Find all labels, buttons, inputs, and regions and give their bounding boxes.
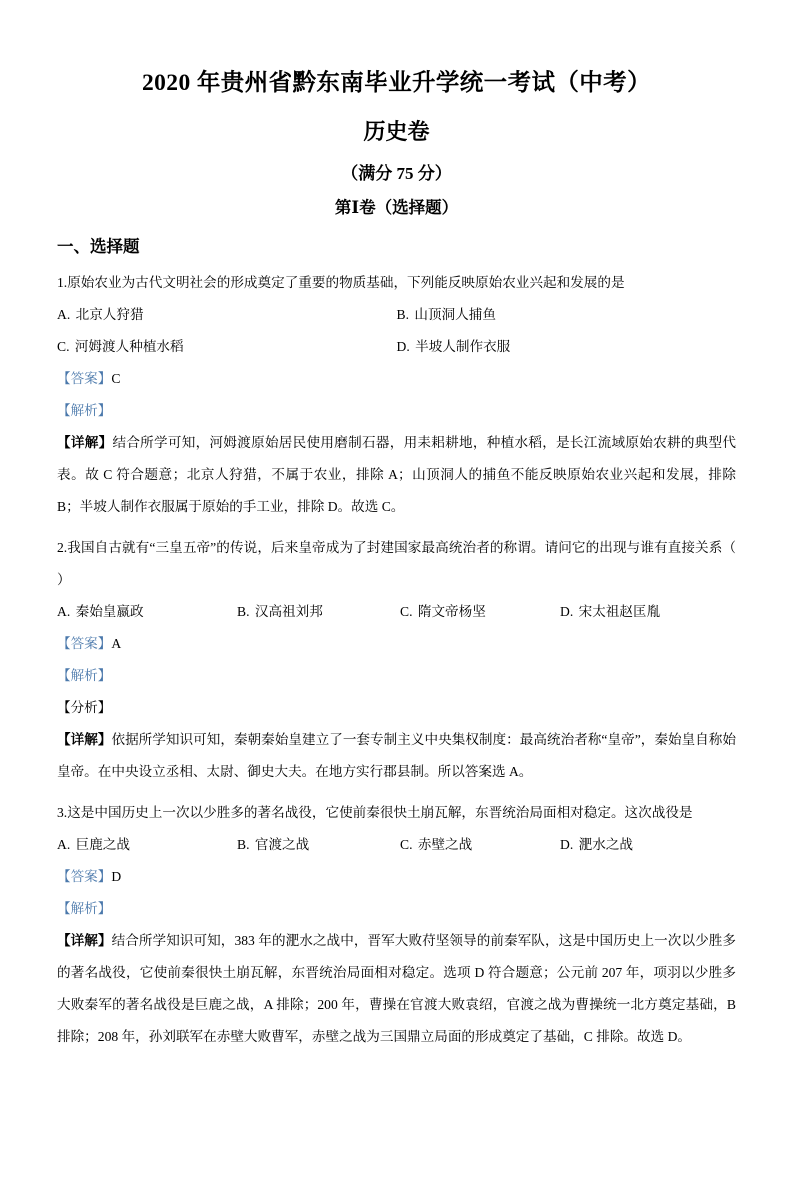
question-options <box>57 596 736 628</box>
option-text: 淝水之战 <box>578 836 633 852</box>
question-block-2 <box>57 532 736 788</box>
option-letter: B. <box>237 603 250 619</box>
section-heading: 一、选择题 <box>57 236 140 256</box>
option-text: 赤壁之战 <box>417 836 473 852</box>
option-b[interactable] <box>397 299 737 331</box>
answer-tag: 【答案】 <box>57 635 112 651</box>
option-letter: A. <box>57 306 71 322</box>
option-c[interactable] <box>400 829 560 861</box>
option-d[interactable] <box>397 331 737 363</box>
total-score-note: （满分 75 分） <box>341 164 452 184</box>
answer-line <box>57 628 736 660</box>
subject-title: 历史卷 <box>363 118 430 144</box>
detail-text: 结合所学可知，河姆渡原始居民使用磨制石器，用耒耜耕地，种植水稻，是长江流域原始农耕的典型代表。故 C 符合题意；北京人狩猎，不属于农业，排除 A；山顶洞人的捕鱼不能反映原始农业兴起和发展，排除 B；半坡人制作衣服属于原始的手工业，排除 D。故选 C。 <box>57 434 736 514</box>
option-b[interactable] <box>237 829 400 861</box>
answer-value: C <box>111 370 121 386</box>
detail-paragraph <box>57 724 736 788</box>
option-c[interactable] <box>400 596 560 628</box>
question-block-3 <box>57 797 736 1053</box>
option-letter: D. <box>396 338 410 354</box>
option-letter: A. <box>57 836 71 852</box>
option-text: 巨鹿之战 <box>75 836 130 852</box>
analysis-line <box>57 893 736 925</box>
detail-text: 结合所学知识可知，383 年的淝水之战中，晋军大败苻坚领导的前秦军队，这是中国历史上一次以少胜多的著名战役，它使前秦很快土崩瓦解，东晋统治局面相对稳定。选项 D 符合题意；公元前 207 年，项羽以少胜多大败秦军的著名战役是巨鹿之战，A 排除；200 年，曹操在官渡大败袁绍，官渡之战为曹操统一北方奠定基础，B 排除；208 年，孙刘联军在赤壁大败曹军，赤壁之战为三国鼎立局面的形成奠定了基础，C 排除。故选 D。 <box>57 932 736 1044</box>
answer-tag: 【答案】 <box>57 868 112 884</box>
option-letter: B. <box>396 306 409 322</box>
analysis-line <box>57 660 736 692</box>
detail-paragraph <box>57 427 736 523</box>
option-text: 北京人狩猎 <box>75 306 144 322</box>
answer-tag: 【答案】 <box>57 370 112 386</box>
answer-value: A <box>111 635 122 651</box>
question-stem: 1.原始农业为古代文明社会的形成奠定了重要的物质基础，下列能反映原始农业兴起和发展的是 <box>57 274 625 290</box>
option-text: 秦始皇嬴政 <box>75 603 144 619</box>
detail-paragraph <box>57 925 736 1053</box>
option-b[interactable] <box>237 596 400 628</box>
detail-tag: 【详解】 <box>57 731 112 747</box>
detail-text: 依据所学知识可知，秦朝秦始皇建立了一套专制主义中央集权制度：最高统治者称“皇帝”，秦始皇自称始皇帝。在中央设立丞相、太尉、御史大夫。在地方实行郡县制。所以答案选 A。 <box>57 731 736 779</box>
option-a[interactable] <box>57 299 397 331</box>
option-letter: C. <box>400 603 413 619</box>
option-letter: A. <box>57 603 71 619</box>
page-title: 2020 年贵州省黔东南毕业升学统一考试（中考） <box>142 70 651 96</box>
answer-value: D <box>111 868 122 884</box>
question-options <box>57 299 736 363</box>
option-text: 官渡之战 <box>254 836 310 852</box>
answer-line <box>57 861 736 893</box>
option-text: 汉高祖刘邦 <box>254 603 323 619</box>
option-text: 隋文帝杨坚 <box>417 603 486 619</box>
question-stem: 3.这是中国历史上一次以少胜多的著名战役，它使前秦很快土崩瓦解，东晋统治局面相对稳定。这次战役是 <box>57 804 693 820</box>
question-stem: 2.我国自古就有“三皇五帝”的传说，后来皇帝成为了封建国家最高统治者的称谓。请问它的出现与谁有直接关系（ ） <box>57 539 736 587</box>
option-letter: C. <box>400 836 413 852</box>
option-letter: D. <box>560 603 574 619</box>
option-d[interactable] <box>560 829 730 861</box>
question-block-1 <box>57 267 736 523</box>
detail-tag: 【详解】 <box>57 932 112 948</box>
option-text: 河姆渡人种植水稻 <box>74 338 184 354</box>
answer-line <box>57 363 736 395</box>
option-letter: C. <box>57 338 70 354</box>
option-c[interactable] <box>57 331 397 363</box>
detail-tag: 【详解】 <box>57 434 113 450</box>
option-letter: D. <box>560 836 574 852</box>
breakdown-line <box>57 692 736 724</box>
question-options <box>57 829 736 861</box>
analysis-line <box>57 395 736 427</box>
option-a[interactable] <box>57 829 237 861</box>
option-text: 宋太祖赵匡胤 <box>578 603 661 619</box>
option-text: 山顶洞人捕鱼 <box>414 306 496 322</box>
breakdown-tag: 【分析】 <box>57 699 112 715</box>
option-letter: B. <box>237 836 250 852</box>
part-label: 第Ⅰ卷（选择题） <box>334 198 459 218</box>
option-text: 半坡人制作衣服 <box>415 338 511 354</box>
analysis-tag: 【解析】 <box>57 402 112 418</box>
option-d[interactable] <box>560 596 730 628</box>
option-a[interactable] <box>57 596 237 628</box>
exam-paper-page <box>0 68 793 1190</box>
analysis-tag: 【解析】 <box>57 900 112 916</box>
analysis-tag: 【解析】 <box>57 667 112 683</box>
